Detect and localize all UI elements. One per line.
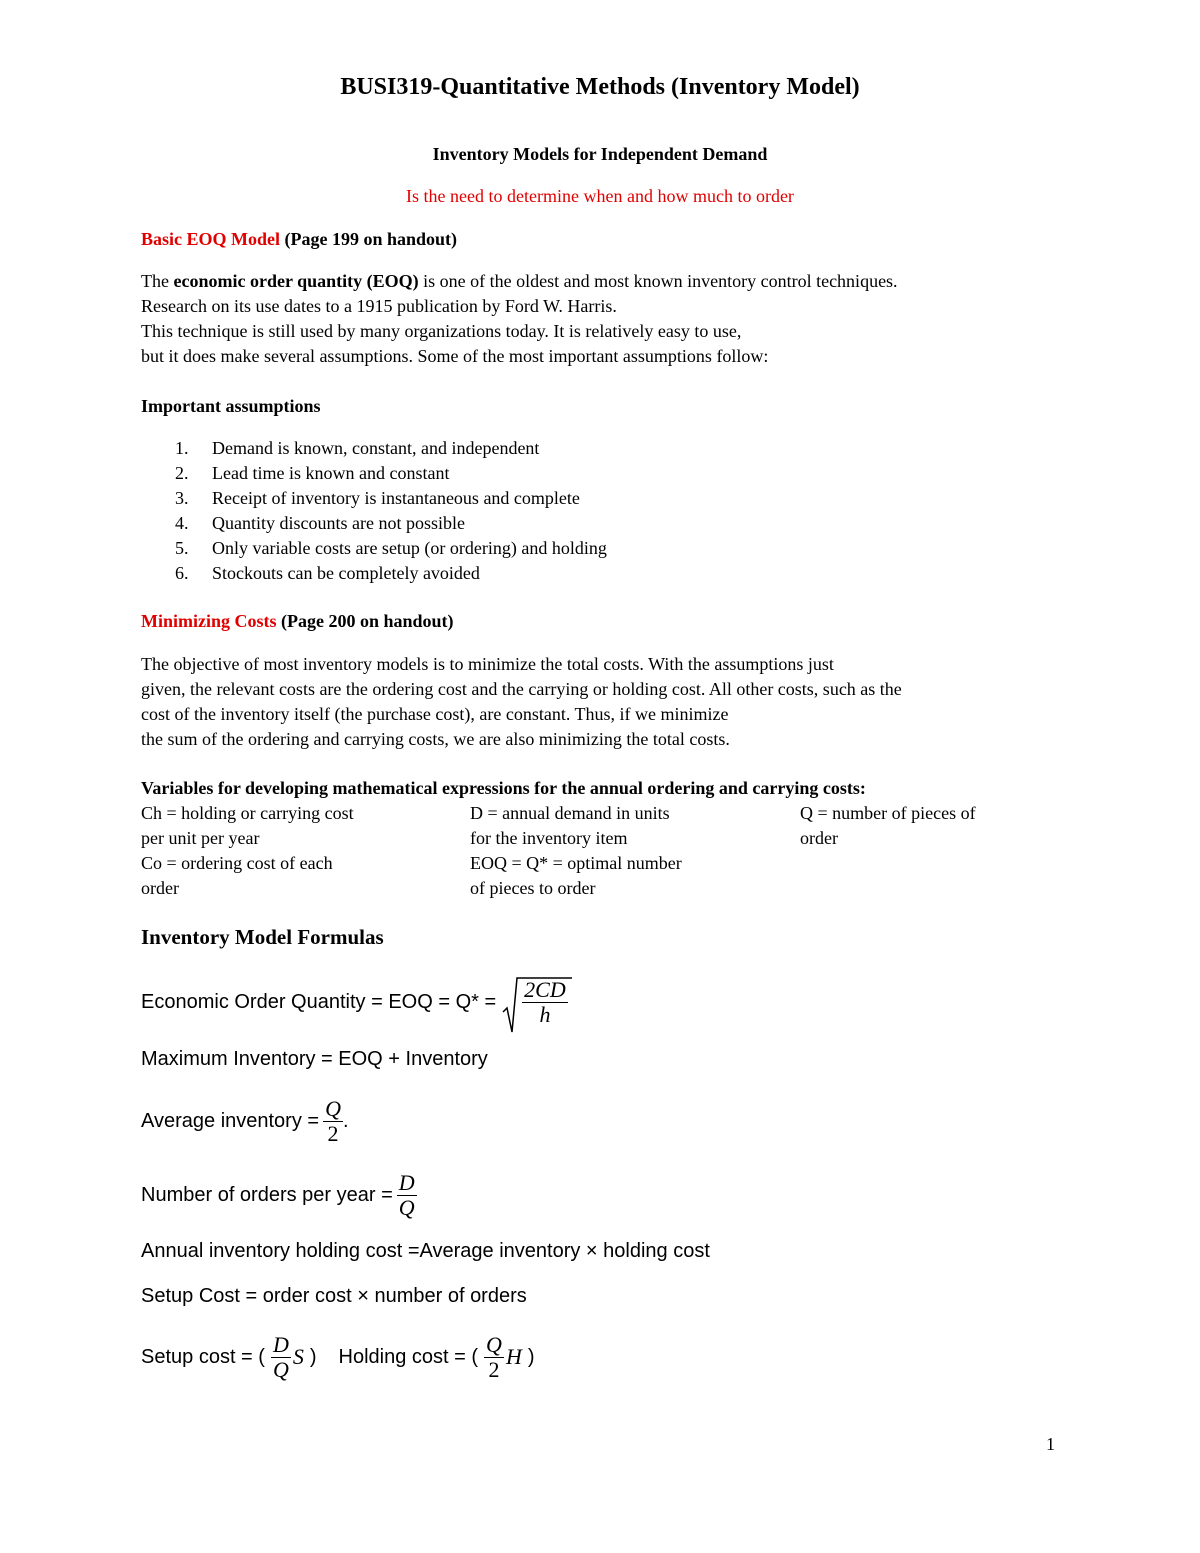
eoq-formula	[141, 970, 568, 1034]
list-item-text: Quantity discounts are not possible	[212, 513, 465, 533]
eoq-denominator: h	[539, 1001, 551, 1027]
document-tagline: Is the need to determine when and how much to order	[406, 186, 794, 206]
average-inventory-denominator: 2	[327, 1120, 339, 1146]
holding-fraction	[484, 1333, 504, 1382]
max-inventory-formula: Maximum Inventory = EOQ + Inventory	[141, 1048, 488, 1070]
holding-cost-label: Holding cost = (	[338, 1345, 479, 1368]
average-inventory-label: Average inventory =	[141, 1109, 320, 1132]
setup-close-paren: )	[309, 1345, 317, 1368]
list-item-text: Lead time is known and constant	[212, 463, 450, 483]
list-item-number: 6.	[175, 563, 189, 583]
annual-holding-cost-formula: Annual inventory holding cost =Average inventory × holding cost	[141, 1240, 710, 1262]
variable-line: for the inventory item	[470, 828, 628, 848]
eoq-paragraph-line-1	[141, 269, 898, 294]
orders-per-year-fraction	[397, 1171, 417, 1220]
variables-heading: Variables for developing mathematical expressions for the annual ordering and carrying costs:	[141, 778, 866, 798]
average-inventory-fraction	[323, 1097, 343, 1146]
holding-close-paren: )	[527, 1345, 535, 1368]
eoq-p1-pre: The	[141, 271, 174, 291]
setup-fraction	[271, 1333, 291, 1382]
list-item	[175, 436, 607, 461]
variables-col-1	[141, 801, 354, 901]
list-item	[175, 561, 607, 586]
setup-cost-formula: Setup Cost = order cost × number of orders	[141, 1285, 527, 1307]
variable-line: Co = ordering cost of each	[141, 853, 333, 873]
assumptions-list	[175, 436, 607, 586]
list-item-text: Only variable costs are setup (or ordering) and holding	[212, 538, 607, 558]
costs-paragraph-line-1: The objective of most inventory models is to minimize the total costs. With the assumptions just	[141, 654, 834, 674]
list-item-number: 5.	[175, 538, 189, 558]
setup-numerator: D	[272, 1331, 289, 1357]
holding-numerator: Q	[486, 1331, 502, 1357]
costs-heading: Minimizing Costs	[141, 611, 277, 631]
eoq-p1-post: is one of the oldest and most known inventory control techniques.	[418, 271, 898, 291]
eoq-formula-label: Economic Order Quantity = EOQ = Q* =	[141, 990, 497, 1013]
list-item	[175, 536, 607, 561]
variable-line: EOQ = Q* = optimal number	[470, 853, 682, 873]
eoq-paragraph-line-4: but it does make several assumptions. Some of the most important assumptions follow:	[141, 346, 769, 366]
list-item-text: Stockouts can be completely avoided	[212, 563, 480, 583]
list-item-number: 1.	[175, 438, 189, 458]
variable-line: order	[800, 828, 838, 848]
variable-line: Q = number of pieces of	[800, 803, 976, 823]
orders-numerator: D	[398, 1169, 415, 1195]
variable-line: of pieces to order	[470, 878, 596, 898]
square-root-icon	[502, 978, 568, 1027]
radical-sign-icon	[502, 974, 574, 1038]
page-number: 1	[1046, 1434, 1055, 1454]
setup-cost-label: Setup cost = (	[141, 1345, 265, 1368]
costs-heading-line	[141, 609, 454, 634]
costs-page-ref: (Page 200 on handout)	[281, 611, 454, 631]
setup-denominator: Q	[272, 1356, 289, 1382]
costs-paragraph-line-4: the sum of the ordering and carrying costs, we are also minimizing the total costs.	[141, 729, 730, 749]
list-item	[175, 486, 607, 511]
list-item	[175, 461, 607, 486]
holding-variable: H	[505, 1344, 522, 1369]
orders-per-year-formula	[141, 1168, 417, 1222]
average-inventory-formula	[141, 1094, 349, 1148]
eoq-heading-line	[141, 227, 457, 252]
list-item	[175, 511, 607, 536]
eoq-paragraph-line-2: Research on its use dates to a 1915 publication by Ford W. Harris.	[141, 296, 617, 316]
eoq-paragraph-line-3: This technique is still used by many organizations today. It is relatively easy to use,	[141, 321, 742, 341]
orders-denominator: Q	[398, 1194, 415, 1220]
eoq-heading: Basic EOQ Model	[141, 229, 280, 249]
list-item-text: Demand is known, constant, and independent	[212, 438, 540, 458]
costs-paragraph-line-2: given, the relevant costs are the ordering cost and the carrying or holding cost. All other costs, such as the	[141, 679, 902, 699]
variable-line: order	[141, 878, 179, 898]
setup-holding-cost-formulas	[141, 1329, 535, 1385]
costs-paragraph-line-3: cost of the inventory itself (the purchase cost), are constant. Thus, if we minimize	[141, 704, 729, 724]
variable-line: Ch = holding or carrying cost	[141, 803, 354, 823]
list-item-number: 4.	[175, 513, 189, 533]
variables-col-2	[470, 801, 682, 901]
variables-col-3	[800, 801, 976, 851]
average-inventory-period: .	[342, 1109, 349, 1132]
eoq-numerator: 2CD	[524, 976, 566, 1002]
document-subtitle: Inventory Models for Independent Demand	[432, 144, 768, 164]
document-title: BUSI319-Quantitative Methods (Inventory Model)	[340, 74, 860, 100]
formulas-heading: Inventory Model Formulas	[141, 925, 384, 949]
average-inventory-numerator: Q	[325, 1095, 341, 1121]
variable-line: per unit per year	[141, 828, 260, 848]
eoq-page-ref: (Page 199 on handout)	[284, 229, 458, 249]
eoq-term: economic order quantity (EOQ)	[173, 271, 419, 291]
setup-variable: S	[292, 1344, 304, 1369]
orders-per-year-label: Number of orders per year =	[141, 1183, 393, 1206]
list-item-number: 2.	[175, 463, 189, 483]
holding-denominator: 2	[488, 1356, 500, 1382]
list-item-number: 3.	[175, 488, 189, 508]
list-item-text: Receipt of inventory is instantaneous and complete	[212, 488, 580, 508]
assumptions-heading: Important assumptions	[141, 396, 321, 416]
variable-line: D = annual demand in units	[470, 803, 670, 823]
